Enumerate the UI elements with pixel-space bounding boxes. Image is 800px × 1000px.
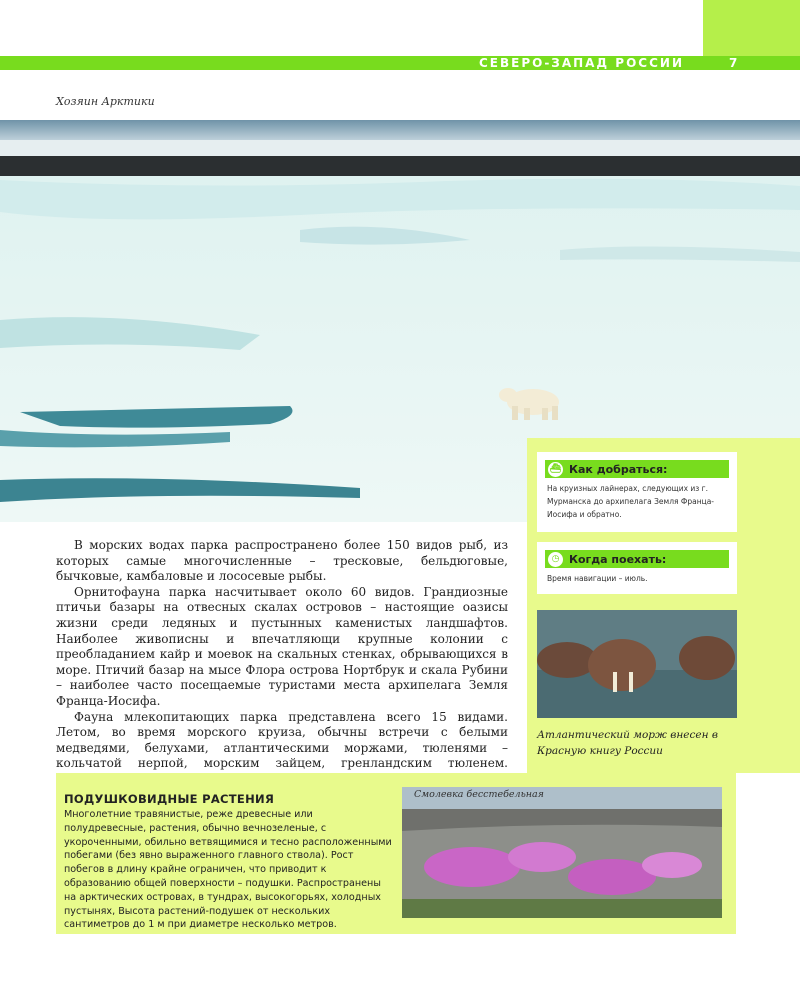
ship-icon: ⛴ <box>548 462 563 477</box>
page-number: 7 <box>729 56 738 70</box>
article-body <box>56 538 508 788</box>
paragraph-fish: В морских водах парка распространено более 150 видов рыб, из которых самые многочисленные – тресковые, бельдюговые, бычковые, камбаловые и лососевые рыбы. <box>56 538 508 584</box>
main-photo-caption: Хозяин Арктики <box>56 95 155 108</box>
when-to-go-header <box>545 550 729 568</box>
walrus-caption: Атлантический морж внесен в Красную книгу России <box>537 729 718 757</box>
moss-campion-caption: Смолевка бесстебельная <box>414 789 544 800</box>
header-corner-block <box>703 0 800 56</box>
how-to-get-box <box>537 452 737 532</box>
when-to-go-title: Когда поехать: <box>569 552 667 566</box>
when-to-go-box <box>537 542 737 594</box>
cushion-plants-title: ПОДУШКОВИДНЫЕ РАСТЕНИЯ <box>64 792 275 806</box>
moss-campion-photo <box>402 787 722 918</box>
how-to-get-title: Как добраться: <box>569 462 668 476</box>
paragraph-birds: Орнитофауна парка насчитывает около 60 видов. Грандиозные птичьи базары на отвесных скалах островов – настоящие оазисы жизни среди ледяных и пустынных каменистых ландшафтов. Наиболее живописны и впечатляющи крупные колонии с преобладанием кайр и моевок на скальных стенках, обрывающихся в море. Птичий базар на мысе Флора острова Нортбрук и скала Рубини – наиболее часто посещаемые туристами места архипелага Земля Франца-Иосифа. <box>56 584 508 708</box>
paragraph-mammals: Фауна млекопитающих парка представлена всего 15 видами. Летом, во время морского круиза, обычны встречи с белыми медведями, белухами, атлантическими моржами, тюленями – кольчатой нерпой, морским зайцем, гренландским тюленем. <box>56 709 508 771</box>
how-to-get-header <box>545 460 729 478</box>
section-title: СЕВЕРО-ЗАПАД РОССИИ <box>478 56 684 70</box>
cushion-plants-text: Многолетние травянистые, реже древесные или полудревесные, растения, обычно вечнозеленые, с укороченными, обильно ветвящимися и тесно расположенными побегами (без явно выраженного главного ствола). Рост побегов в длину крайне ограничен, что приводит к образованию общей поверхности – подушки. Распространены на арктических островах, в тундрах, высокогорьях, холодных пустынях, Высота растений-подушек от нескольких сантиметров до 1 м при диаметре несколько метров. <box>64 809 392 931</box>
clock-icon: ◷ <box>548 552 563 567</box>
walrus-photo <box>537 610 737 718</box>
when-to-go-text: Время навигации – июль. <box>547 574 648 583</box>
how-to-get-text: На круизных лайнерах, следующих из г. Мурманска до архипелага Земля Франца-Иосифа и обратно. <box>547 484 715 519</box>
